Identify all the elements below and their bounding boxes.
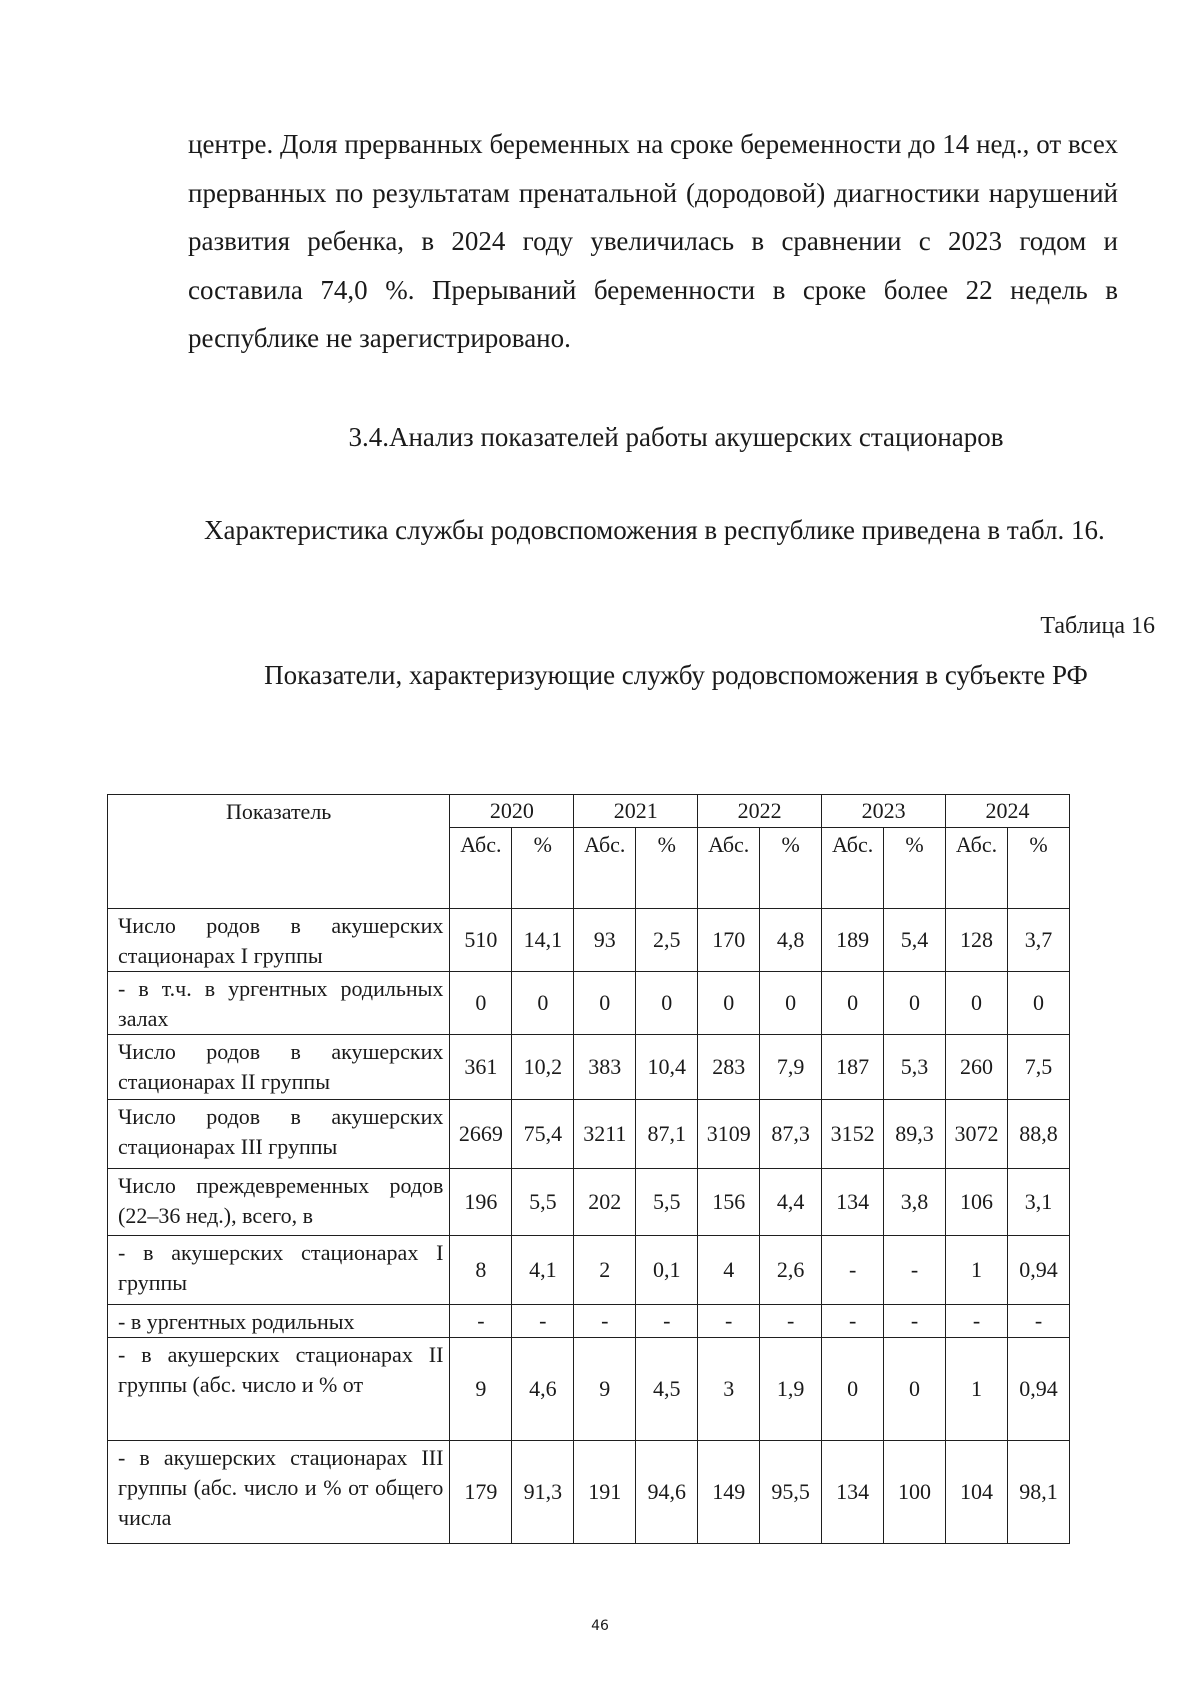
indicator-cell: Число родов в акушерских стационарах III группы [108, 1100, 450, 1169]
pct-value-cell: 91,3 [512, 1441, 574, 1544]
pct-value-cell: - [884, 1305, 946, 1338]
abs-value-cell: 0 [946, 972, 1008, 1035]
abs-value-cell: 134 [822, 1169, 884, 1236]
abs-value-cell: 283 [698, 1035, 760, 1100]
year-header: 2022 [698, 795, 822, 828]
table-row [108, 1035, 1070, 1100]
abs-value-cell: 93 [574, 909, 636, 972]
indicator-header: Показатель [108, 795, 450, 909]
pct-value-cell: 3,1 [1007, 1169, 1069, 1236]
abs-value-cell: 3 [698, 1338, 760, 1441]
pct-value-cell: 4,4 [760, 1169, 822, 1236]
year-header: 2020 [450, 795, 574, 828]
pct-value-cell: 0 [760, 972, 822, 1035]
pct-value-cell: 7,9 [760, 1035, 822, 1100]
pct-value-cell: 95,5 [760, 1441, 822, 1544]
pct-value-cell: 3,7 [1007, 909, 1069, 972]
abs-value-cell: 156 [698, 1169, 760, 1236]
pct-value-cell: 1,9 [760, 1338, 822, 1441]
table-row [108, 1100, 1070, 1169]
abs-value-cell: 170 [698, 909, 760, 972]
pct-value-cell: 100 [884, 1441, 946, 1544]
abs-value-cell: 196 [450, 1169, 512, 1236]
pct-value-cell: - [884, 1236, 946, 1305]
indicator-cell: Число родов в акушерских стационарах II группы [108, 1035, 450, 1100]
table-reference-sentence: Характеристика службы родовспоможения в республике приведена в табл. 16. [204, 515, 1105, 545]
abs-value-cell: 106 [946, 1169, 1008, 1236]
pct-value-cell: 5,5 [636, 1169, 698, 1236]
abs-value-cell: - [574, 1305, 636, 1338]
table-row [108, 1236, 1070, 1305]
table-row [108, 1338, 1070, 1441]
abs-value-cell: 0 [822, 1338, 884, 1441]
abs-value-cell: 260 [946, 1035, 1008, 1100]
pct-value-cell: 88,8 [1007, 1100, 1069, 1169]
abs-value-cell: 3072 [946, 1100, 1008, 1169]
abs-header: Абс. [450, 828, 512, 909]
pct-value-cell: 98,1 [1007, 1441, 1069, 1544]
pct-value-cell: 2,5 [636, 909, 698, 972]
abs-header: Абс. [946, 828, 1008, 909]
abs-value-cell: 149 [698, 1441, 760, 1544]
abs-value-cell: 2669 [450, 1100, 512, 1169]
section-title: 3.4.Анализ показателей работы акушерских стационаров [348, 422, 1004, 452]
pct-value-cell: - [636, 1305, 698, 1338]
table-row [108, 1441, 1070, 1544]
pct-value-cell: 75,4 [512, 1100, 574, 1169]
abs-value-cell: 0 [822, 972, 884, 1035]
table-row [108, 1169, 1070, 1236]
pct-header: % [1007, 828, 1069, 909]
abs-value-cell: 383 [574, 1035, 636, 1100]
abs-value-cell: 1 [946, 1236, 1008, 1305]
abs-value-cell: - [698, 1305, 760, 1338]
abs-value-cell: 128 [946, 909, 1008, 972]
indicator-cell: Число преждевременных родов (22–36 нед.), всего, в [108, 1169, 450, 1236]
pct-value-cell: 0 [512, 972, 574, 1035]
abs-value-cell: 3152 [822, 1100, 884, 1169]
abs-value-cell: - [822, 1236, 884, 1305]
pct-value-cell: 5,3 [884, 1035, 946, 1100]
indicator-cell: - в т.ч. в ургентных родильных залах [108, 972, 450, 1035]
pct-header: % [512, 828, 574, 909]
pct-value-cell: - [1007, 1305, 1069, 1338]
body-paragraph: центре. Доля прерванных беременных на сроке беременности до 14 нед., от всех прерванных по результатам пренатальной (дородовой) диагностики нарушений развития ребенка, в 2024 году увеличилась в сравнении с 2023 годом и составила 74,0 %. Прерываний беременности в сроке более 22 недель в республике не зарегистрировано. [188, 129, 1118, 353]
abs-value-cell: 104 [946, 1441, 1008, 1544]
table-row [108, 909, 1070, 972]
abs-header: Абс. [822, 828, 884, 909]
pct-value-cell: 7,5 [1007, 1035, 1069, 1100]
pct-value-cell: 0 [884, 972, 946, 1035]
page-number: 46 [591, 1618, 609, 1634]
abs-value-cell: 187 [822, 1035, 884, 1100]
abs-value-cell: 134 [822, 1441, 884, 1544]
abs-value-cell: 0 [450, 972, 512, 1035]
pct-value-cell: 89,3 [884, 1100, 946, 1169]
indicator-cell: - в акушерских стационарах I группы [108, 1236, 450, 1305]
pct-value-cell: 0,94 [1007, 1338, 1069, 1441]
abs-value-cell: - [946, 1305, 1008, 1338]
pct-value-cell: 14,1 [512, 909, 574, 972]
abs-value-cell: 8 [450, 1236, 512, 1305]
pct-value-cell: 5,5 [512, 1169, 574, 1236]
abs-value-cell: 4 [698, 1236, 760, 1305]
year-header: 2021 [574, 795, 698, 828]
obstetric-service-table [107, 794, 1070, 1544]
pct-value-cell: 0 [636, 972, 698, 1035]
pct-value-cell: 5,4 [884, 909, 946, 972]
abs-value-cell: - [822, 1305, 884, 1338]
pct-value-cell: 94,6 [636, 1441, 698, 1544]
abs-value-cell: 179 [450, 1441, 512, 1544]
abs-value-cell: 3211 [574, 1100, 636, 1169]
pct-value-cell: 0 [884, 1338, 946, 1441]
pct-value-cell: 4,5 [636, 1338, 698, 1441]
pct-value-cell: 4,8 [760, 909, 822, 972]
pct-value-cell: 2,6 [760, 1236, 822, 1305]
abs-value-cell: 1 [946, 1338, 1008, 1441]
abs-value-cell: 9 [574, 1338, 636, 1441]
abs-value-cell: - [450, 1305, 512, 1338]
abs-value-cell: 2 [574, 1236, 636, 1305]
abs-value-cell: 9 [450, 1338, 512, 1441]
indicator-cell: Число родов в акушерских стационарах I группы [108, 909, 450, 972]
year-header: 2024 [946, 795, 1070, 828]
abs-value-cell: 202 [574, 1169, 636, 1236]
pct-value-cell: 4,1 [512, 1236, 574, 1305]
pct-value-cell: 10,2 [512, 1035, 574, 1100]
indicator-cell: - в ургентных родильных [108, 1305, 450, 1338]
abs-value-cell: 361 [450, 1035, 512, 1100]
pct-value-cell: - [760, 1305, 822, 1338]
abs-header: Абс. [698, 828, 760, 909]
pct-value-cell: - [512, 1305, 574, 1338]
pct-value-cell: 0,1 [636, 1236, 698, 1305]
table-label: Таблица 16 [1040, 613, 1155, 639]
abs-value-cell: 191 [574, 1441, 636, 1544]
table-title: Показатели, характеризующие службу родовспоможения в субъекте РФ [264, 660, 1088, 690]
abs-value-cell: 0 [698, 972, 760, 1035]
abs-value-cell: 510 [450, 909, 512, 972]
abs-value-cell: 0 [574, 972, 636, 1035]
pct-value-cell: 0,94 [1007, 1236, 1069, 1305]
pct-value-cell: 10,4 [636, 1035, 698, 1100]
table-row [108, 972, 1070, 1035]
pct-value-cell: 4,6 [512, 1338, 574, 1441]
pct-value-cell: 87,3 [760, 1100, 822, 1169]
pct-value-cell: 3,8 [884, 1169, 946, 1236]
pct-value-cell: 87,1 [636, 1100, 698, 1169]
abs-value-cell: 189 [822, 909, 884, 972]
pct-value-cell: 0 [1007, 972, 1069, 1035]
abs-value-cell: 3109 [698, 1100, 760, 1169]
pct-header: % [760, 828, 822, 909]
indicator-cell: - в акушерских стационарах III группы (абс. число и % от общего числа [108, 1441, 450, 1544]
abs-header: Абс. [574, 828, 636, 909]
pct-header: % [884, 828, 946, 909]
table-row [108, 1305, 1070, 1338]
pct-header: % [636, 828, 698, 909]
year-header: 2023 [822, 795, 946, 828]
indicator-cell: - в акушерских стационарах II группы (абс. число и % от [108, 1338, 450, 1441]
